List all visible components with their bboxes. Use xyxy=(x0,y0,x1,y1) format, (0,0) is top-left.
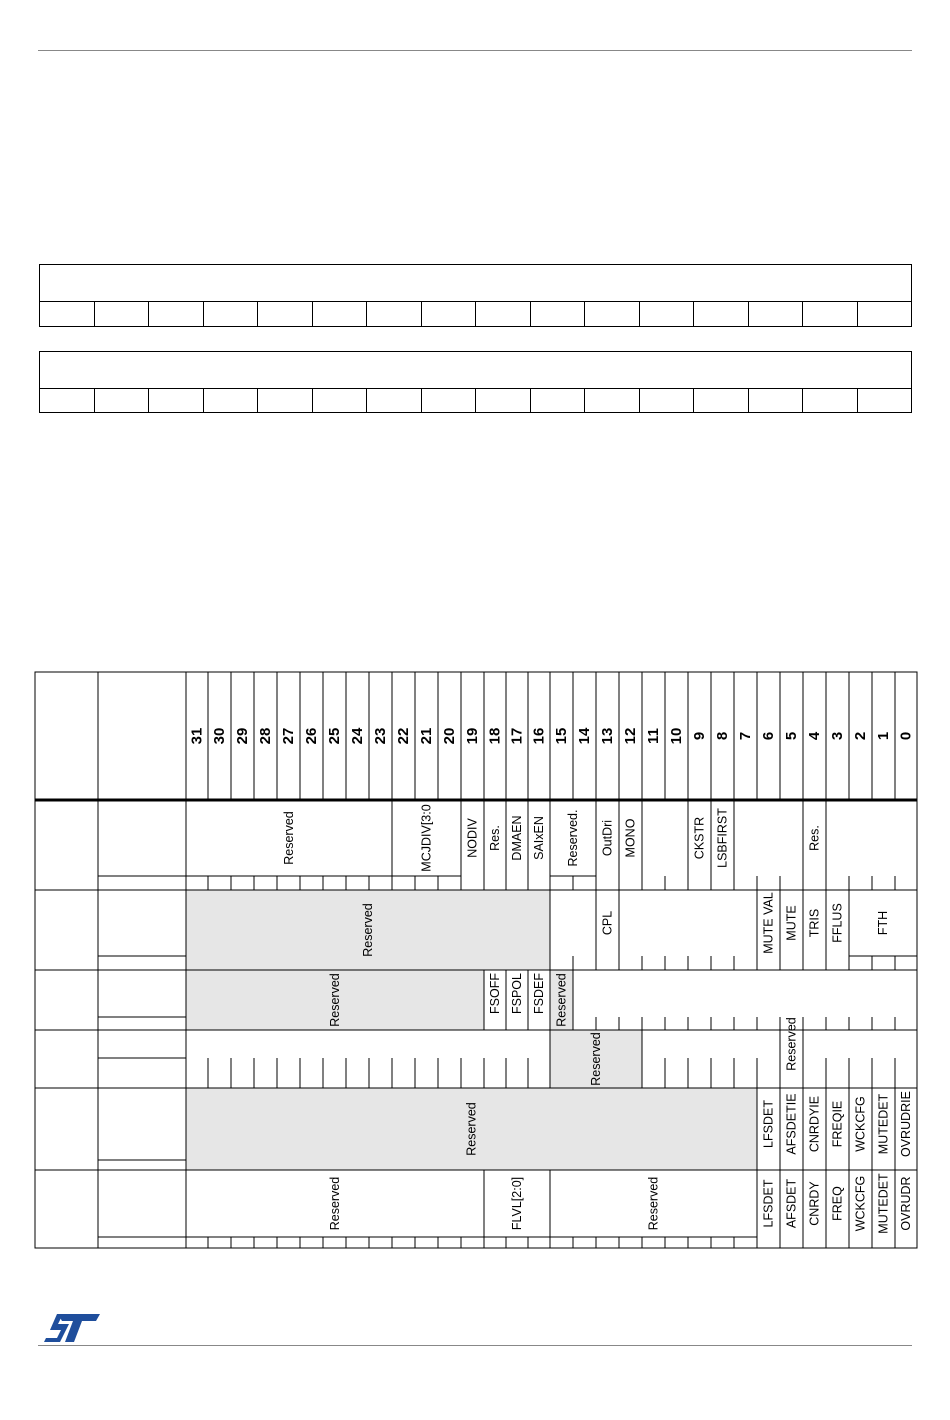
footer-rule xyxy=(38,1345,912,1346)
field-label: Reserved. xyxy=(566,809,580,867)
field-label: CPL xyxy=(600,910,615,936)
bit-number-label: 19 xyxy=(464,727,481,745)
field-label: LFSDET xyxy=(761,1179,776,1228)
bit-number-label: 11 xyxy=(645,728,662,744)
bit-number-label: 8 xyxy=(714,731,731,741)
field-label: OVRUDRIE xyxy=(899,1091,913,1157)
bit-number-label: 17 xyxy=(508,727,526,745)
field-label: FSOFF xyxy=(488,973,502,1014)
field-label: WCKCFG xyxy=(853,1175,868,1232)
bit-number-label: 27 xyxy=(280,727,297,745)
field-label: Res. xyxy=(488,825,502,851)
field-label: Reserved xyxy=(282,811,296,865)
bit-number-label: 16 xyxy=(530,727,548,745)
field-label: MCJDIV[3:0 xyxy=(419,804,434,872)
bit-number-label: 0 xyxy=(897,731,915,741)
field-label: CNRDYIE xyxy=(807,1095,822,1153)
field-label: Reserved xyxy=(784,1017,799,1071)
bit-number-label: 28 xyxy=(257,727,274,745)
field-label: FTH xyxy=(876,910,890,936)
field-label: AFSDET xyxy=(784,1178,799,1229)
field-label: FREQ xyxy=(830,1186,845,1221)
field-label: CKSTR xyxy=(692,816,707,860)
bit-number-label: 26 xyxy=(303,727,320,745)
field-label: NODIV xyxy=(465,818,480,858)
bit-number-label: 12 xyxy=(622,727,639,745)
field-label: MUTEDET xyxy=(876,1093,891,1155)
bit-number-label: 13 xyxy=(599,727,616,745)
field-label: TRIS xyxy=(807,908,822,938)
bit-number-label: 3 xyxy=(829,731,846,741)
field-label: LSBFIRST xyxy=(715,808,730,868)
bit-number-label: 24 xyxy=(349,727,366,745)
bit-number-label: 31 xyxy=(188,727,206,745)
bit-number-label: 23 xyxy=(372,727,389,745)
bit-number-label: 15 xyxy=(553,727,570,745)
field-label: Res. xyxy=(807,825,822,851)
field-label: CNRDY xyxy=(807,1181,822,1226)
field-label: FSPOL xyxy=(510,973,524,1014)
field-label: Reserved xyxy=(361,903,375,957)
bit-number-label: 6 xyxy=(760,731,777,741)
field-label: Reserved xyxy=(646,1176,661,1231)
bit-number-label: 18 xyxy=(486,727,504,745)
field-label: FFLUS xyxy=(830,903,845,943)
field-label: FREQIE xyxy=(830,1100,845,1148)
field-label: MUTE xyxy=(784,905,799,941)
bit-number-label: 21 xyxy=(418,727,435,745)
bit-number-label: 25 xyxy=(326,727,343,745)
field-label: LFSDET xyxy=(761,1100,776,1148)
field-label: MUTE VAL xyxy=(761,892,776,954)
st-logo-icon xyxy=(44,1312,102,1344)
bit-number-label: 14 xyxy=(576,727,593,745)
bit-number-label: 20 xyxy=(441,727,458,745)
bit-number-label: 30 xyxy=(211,727,228,745)
field-label: OVRUDR xyxy=(899,1176,913,1231)
field-label: Reserved xyxy=(328,1176,342,1231)
bit-number-label: 29 xyxy=(234,727,251,745)
field-label: SAIxEN xyxy=(532,816,546,860)
field-label: MUTEDET xyxy=(876,1173,891,1234)
field-label: WCKCFG xyxy=(853,1096,868,1152)
field-label: FSDEF xyxy=(532,973,546,1014)
bit-number-label: 1 xyxy=(875,731,892,741)
bit-number-label: 7 xyxy=(737,731,754,741)
bit-number-label: 4 xyxy=(806,731,823,741)
field-label: Reserved xyxy=(328,973,342,1027)
field-label: OutDri xyxy=(600,819,615,857)
bit-number-label: 5 xyxy=(783,731,800,741)
bit-number-label: 2 xyxy=(852,731,869,741)
field-label: Reserved xyxy=(464,1102,479,1156)
field-label: AFSDETIE xyxy=(784,1093,799,1155)
field-label: DMAEN xyxy=(510,815,524,861)
field-label: Reserved xyxy=(589,1032,603,1086)
bit-number-label: 9 xyxy=(691,731,708,741)
field-label: MONO xyxy=(623,818,638,858)
field-label: Reserved xyxy=(554,973,569,1027)
field-label: FLVL[2:0] xyxy=(510,1176,524,1231)
bit-number-label: 10 xyxy=(668,727,685,745)
bit-number-label: 22 xyxy=(395,727,412,745)
